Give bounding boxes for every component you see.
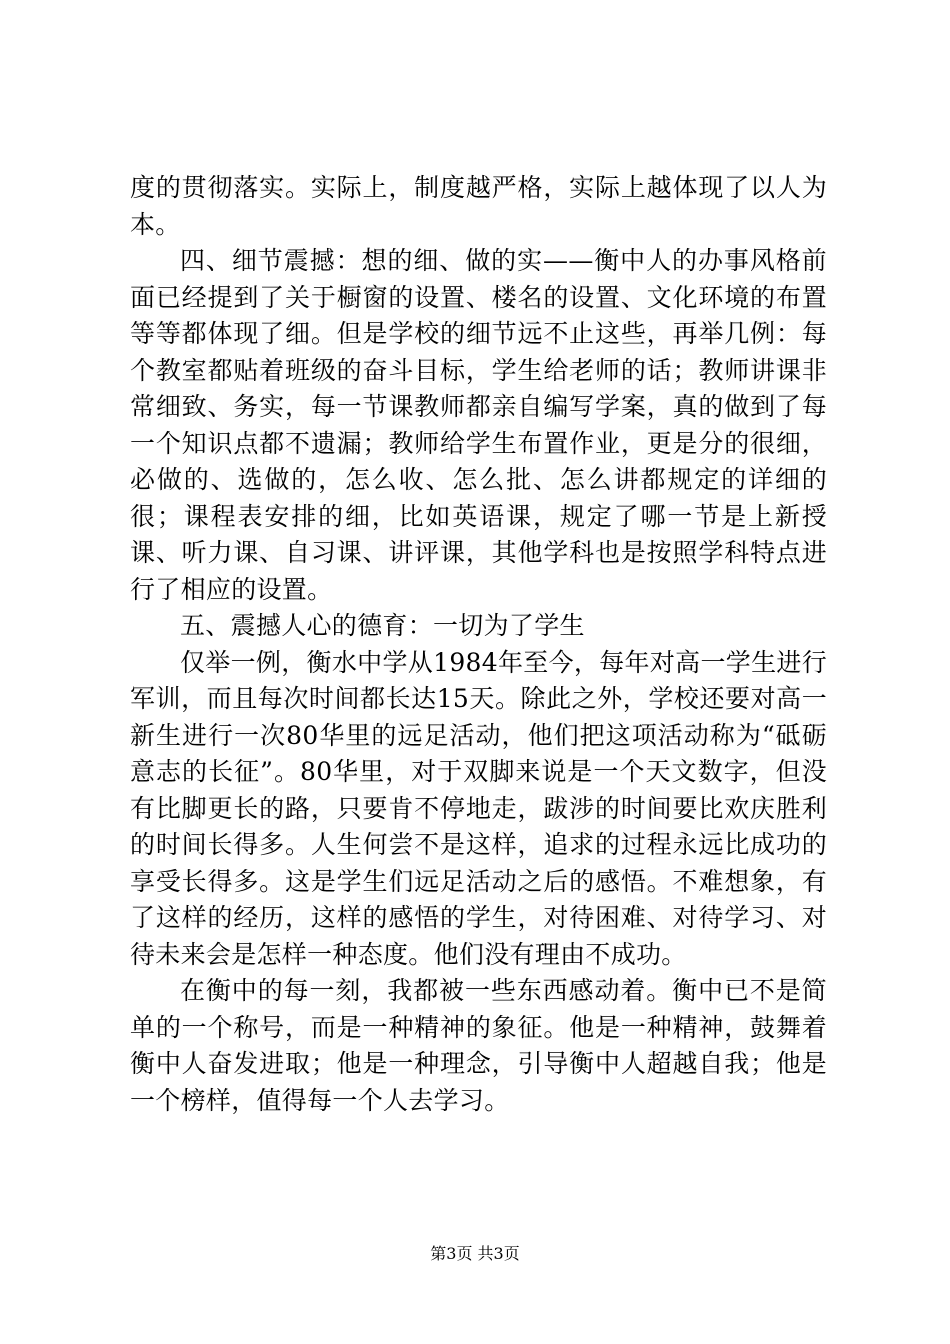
document-body bbox=[130, 170, 827, 1119]
paragraph-section-four: 四、细节震撼：想的细、做的实——衡中人的办事风格前面已经提到了关于橱窗的设置、楼名的设置、文化环境的布置等等都体现了细。但是学校的细节远不止这些，再举几例：每个教室都贴着班级的奋斗目标，学生给老师的话；教师讲课非常细致、务实，每一节课教师都亲自编写学案，真的做到了每一个知识点都不遗漏；教师给学生布置作业，更是分的很细，必做的、选做的，怎么收、怎么批、怎么讲都规定的详细的很；课程表安排的细，比如英语课，规定了哪一节是上新授课、听力课、自习课、讲评课，其他学科也是按照学科特点进行了相应的设置。 bbox=[130, 246, 827, 604]
paragraph-example: 仅举一例，衡水中学从1984年至今，每年对高一学生进行军训，而且每次时间都长达15天。除此之外，学校还要对高一新生进行一次80华里的远足活动，他们把这项活动称为“砥砺意志的长征”。80华里，对于双脚来说是一个天文数字，但没有比脚更长的路，只要肯不停地走，跋涉的时间要比欢庆胜利的时间长得多。人生何尝不是这样，追求的过程永远比成功的享受长得多。这是学生们远足活动之后的感悟。不难想象，有了这样的经历，这样的感悟的学生，对待困难、对待学习、对待未来会是怎样一种态度。他们没有理由不成功。 bbox=[130, 647, 827, 969]
page-number: 第3页 共3页 bbox=[430, 1244, 520, 1263]
paragraph-continuation: 度的贯彻落实。实际上，制度越严格，实际上越体现了以人为本。 bbox=[130, 173, 827, 239]
paragraph-conclusion: 在衡中的每一刻，我都被一些东西感动着。衡中已不是简单的一个称号，而是一种精神的象征。他是一种精神，鼓舞着衡中人奋发进取；他是一种理念，引导衡中人超越自我；他是一个榜样，值得每一个人去学习。 bbox=[130, 976, 827, 1115]
paragraph-section-five-heading: 五、震撼人心的德育：一切为了学生 bbox=[180, 611, 585, 640]
